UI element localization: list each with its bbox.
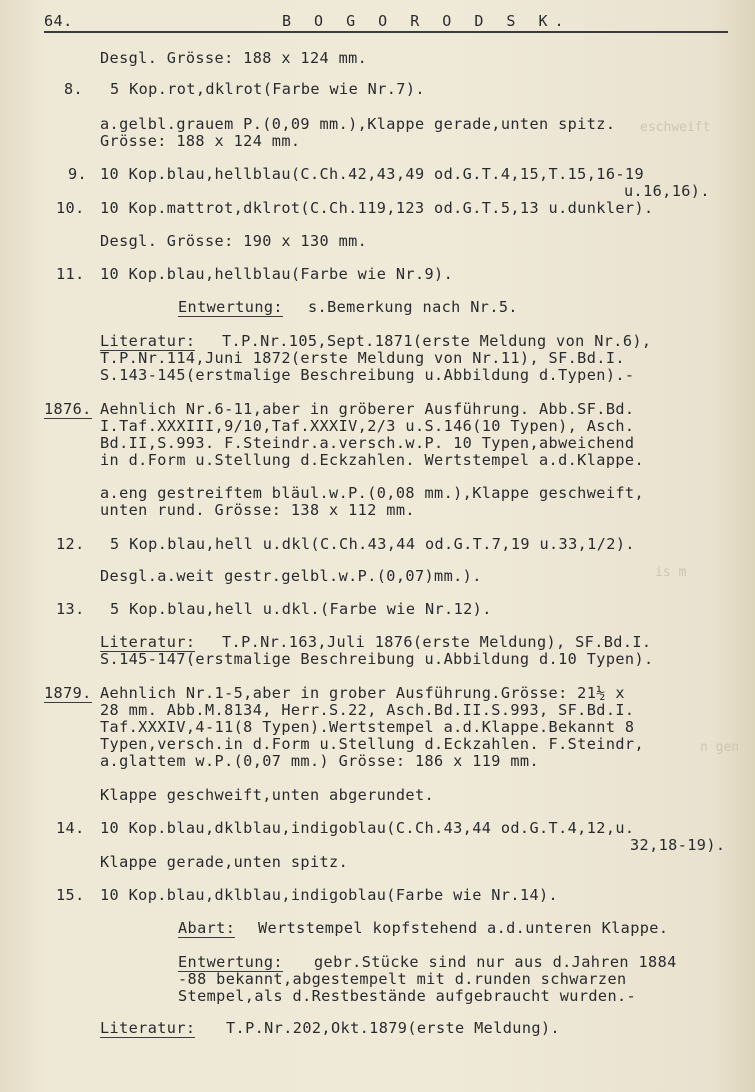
text-line: -88 bekannt,abgestempelt mit d.runden schwarzen (178, 970, 627, 988)
section-label-entwertung: Entwertung: (178, 953, 283, 971)
text-line: a.glattem w.P.(0,07 mm.) Grösse: 186 x 119 mm. (100, 752, 540, 770)
section-label-literatur: Literatur: (100, 633, 196, 651)
text-line: a.gelbl.grauem P.(0,09 mm.),Klappe gerade,unten spitz. (100, 115, 616, 133)
text-line: 28 mm. Abb.M.8134, Herr.S.22, Asch.Bd.II.S.993, SF.Bd.I. (100, 701, 635, 719)
text-line: Desgl. Grösse: 188 x 124 mm. (100, 49, 368, 67)
text-line: I.Taf.XXXIII,9/10,Taf.XXXIV,2/3 u.S.146(10 Typen), Asch. (100, 417, 635, 435)
text-line: Wertstempel kopfstehend a.d.unteren Klappe. (258, 919, 669, 937)
text-line: 5 Kop.rot,dklrot(Farbe wie Nr.7). (110, 80, 425, 98)
text-line: T.P.Nr.105,Sept.1871(erste Meldung von Nr.6), (222, 332, 652, 350)
entry-number: 9. (68, 165, 88, 183)
section-label-entwertung: Entwertung: (178, 298, 283, 316)
text-line: 10 Kop.blau,hellblau(C.Ch.42,43,49 od.G.T.4,15,T.15,16-19 (100, 165, 644, 183)
text-line: Desgl.a.weit gestr.gelbl.w.P.(0,07)mm.). (100, 567, 482, 585)
section-label-abart: Abart: (178, 919, 236, 937)
text-line: S.145-147(erstmalige Beschreibung u.Abbildung d.10 Typen). (100, 650, 654, 668)
bleed-through: n gen (700, 740, 740, 755)
page-number: 64. (44, 12, 73, 30)
text-line: T.P.Nr.202,Okt.1879(erste Meldung). (226, 1019, 561, 1037)
year-marker: 1879. (44, 684, 92, 702)
text-line: unten rund. Grösse: 138 x 112 mm. (100, 501, 415, 519)
text-line: Grösse: 188 x 124 mm. (100, 132, 301, 150)
entry-number: 12. (56, 535, 85, 553)
text-line: Aehnlich Nr.6-11,aber in gröberer Ausführung. Abb.SF.Bd. (100, 400, 635, 418)
text-line: 10 Kop.mattrot,dklrot(C.Ch.119,123 od.G.T.5,13 u.dunkler). (100, 199, 654, 217)
section-label-literatur: Literatur: (100, 332, 196, 350)
bleed-through: is m (655, 565, 687, 580)
text-line: s.Bemerkung nach Nr.5. (308, 298, 518, 316)
text-line: 10 Kop.blau,hellblau(Farbe wie Nr.9). (100, 265, 454, 283)
text-line: 10 Kop.blau,dklblau,indigoblau(Farbe wie Nr.14). (100, 886, 559, 904)
text-line: Taf.XXXIV,4-11(8 Typen).Wertstempel a.d.Klappe.Bekannt 8 (100, 718, 635, 736)
text-line: T.P.Nr.114,Juni 1872(erste Meldung von Nr.11), SF.Bd.I. (100, 349, 625, 367)
text-line: Klappe geschweift,unten abgerundet. (100, 786, 435, 804)
text-line: Bd.II,S.993. F.Steindr.a.versch.w.P. 10 Typen,abweichend (100, 434, 635, 452)
text-line: u.16,16). (624, 182, 710, 200)
text-line: 5 Kop.blau,hell u.dkl(C.Ch.43,44 od.G.T.7,19 u.33,1/2). (110, 535, 635, 553)
page-title: B O G O R O D S K. (282, 12, 571, 30)
entry-number: 8. (64, 80, 84, 98)
entry-number: 13. (56, 600, 85, 618)
text-line: gebr.Stücke sind nur aus d.Jahren 1884 (314, 953, 677, 971)
entry-number: 14. (56, 819, 85, 837)
section-label-literatur: Literatur: (100, 1019, 196, 1037)
entry-number: 11. (56, 265, 85, 283)
text-line: 10 Kop.blau,dklblau,indigoblau(C.Ch.43,44 od.G.T.4,12,u. (100, 819, 635, 837)
text-line: Typen,versch.in d.Form u.Stellung d.Eckzahlen. F.Steindr, (100, 735, 644, 753)
text-line: in d.Form u.Stellung d.Eckzahlen. Wertstempel a.d.Klappe. (100, 451, 644, 469)
text-line: Klappe gerade,unten spitz. (100, 853, 349, 871)
entry-number: 15. (56, 886, 85, 904)
text-line: Stempel,als d.Restbestände aufgebraucht wurden.- (178, 987, 637, 1005)
year-marker: 1876. (44, 400, 92, 418)
entry-number: 10. (56, 199, 85, 217)
text-line: a.eng gestreiftem bläul.w.P.(0,08 mm.),Klappe geschweift, (100, 484, 644, 502)
text-line: Desgl. Grösse: 190 x 130 mm. (100, 232, 368, 250)
text-line: S.143-145(erstmalige Beschreibung u.Abbildung d.Typen).- (100, 366, 635, 384)
text-line: Aehnlich Nr.1-5,aber in grober Ausführung.Grösse: 21½ x (100, 684, 625, 702)
text-line: 5 Kop.blau,hell u.dkl.(Farbe wie Nr.12). (110, 600, 492, 618)
header-rule (44, 31, 728, 33)
bleed-through: eschweift (640, 120, 711, 135)
text-line: T.P.Nr.163,Juli 1876(erste Meldung), SF.Bd.I. (222, 633, 652, 651)
text-line: 32,18-19). (630, 836, 726, 854)
